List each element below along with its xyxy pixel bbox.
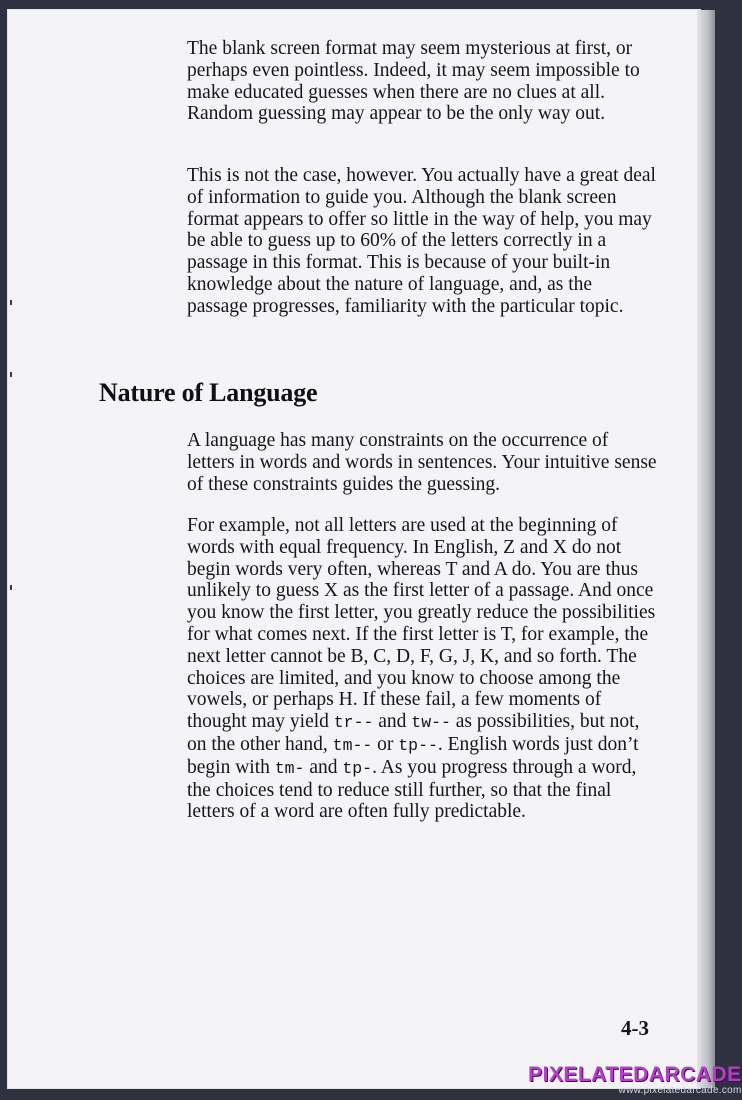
section-heading: Nature of Language xyxy=(99,378,318,407)
intro-paragraph: The blank screen format may seem mysterious at first, or perhaps even pointless. Indeed, it may seem impossible to make educated guesses when there are no clues at all. Random guessing may appear to be the only way out. xyxy=(187,38,640,125)
info-paragraph: This is not the case, however. You actually have a great deal of information to guide you. Although the blank screen format appears to offer so little in the way of help, you may be able to guess up to 60% of the letters correctly in a passage in this format. This is because of your built-in knowledge about the nature of language, and, as the passage progresses, familiarity with the particular topic. xyxy=(187,165,656,317)
example-text: . As you progress through a word, the choices tend to reduce still further, so that the final letters of a word are often fully predictable. xyxy=(187,756,637,823)
margin-mark xyxy=(10,300,12,305)
example-text: as possibilities, but not, on the other hand, xyxy=(187,711,640,755)
example-text: and xyxy=(304,756,343,778)
code-snippet: tm-- xyxy=(332,735,373,755)
page-edge xyxy=(697,10,715,1088)
example-text: or xyxy=(372,733,399,755)
watermark-title: PIXELATEDARCADE xyxy=(528,1063,742,1086)
example-text: and xyxy=(373,711,412,733)
example-text: . English words just don’t begin with xyxy=(187,733,639,778)
example-paragraph xyxy=(187,515,657,823)
example-text: For example, not all letters are used at the beginning of words with equal frequency. In English, Z and X do not begin words very often, whereas T and A do. You are thus unlikely to guess X as the first letter of a passage. And once you know the first letter, you greatly reduce the possibilities for what comes next. If the first letter is T, for example, the next letter cannot be B, C, D, F, G, J, K, and so forth. The choices are limited, and you know to choose among the vowels, or perhaps H. If these fail, a few moments of thought may yield xyxy=(187,515,656,733)
code-snippet: tp-- xyxy=(398,735,438,755)
code-snippet: tr-- xyxy=(333,713,374,733)
watermark-url: www.pixelatedarcade.com xyxy=(618,1085,742,1096)
page-number: 4-3 xyxy=(621,1016,649,1040)
code-snippet: tp- xyxy=(342,758,373,778)
margin-mark xyxy=(10,372,12,377)
code-snippet: tw-- xyxy=(411,713,451,733)
watermark xyxy=(528,1063,742,1096)
margin-mark xyxy=(10,585,12,590)
code-snippet: tm- xyxy=(274,758,305,778)
language-paragraph: A language has many constraints on the occurrence of letters in words and words in sentences. Your intuitive sense of these constraints guides the guessing. xyxy=(187,430,657,495)
